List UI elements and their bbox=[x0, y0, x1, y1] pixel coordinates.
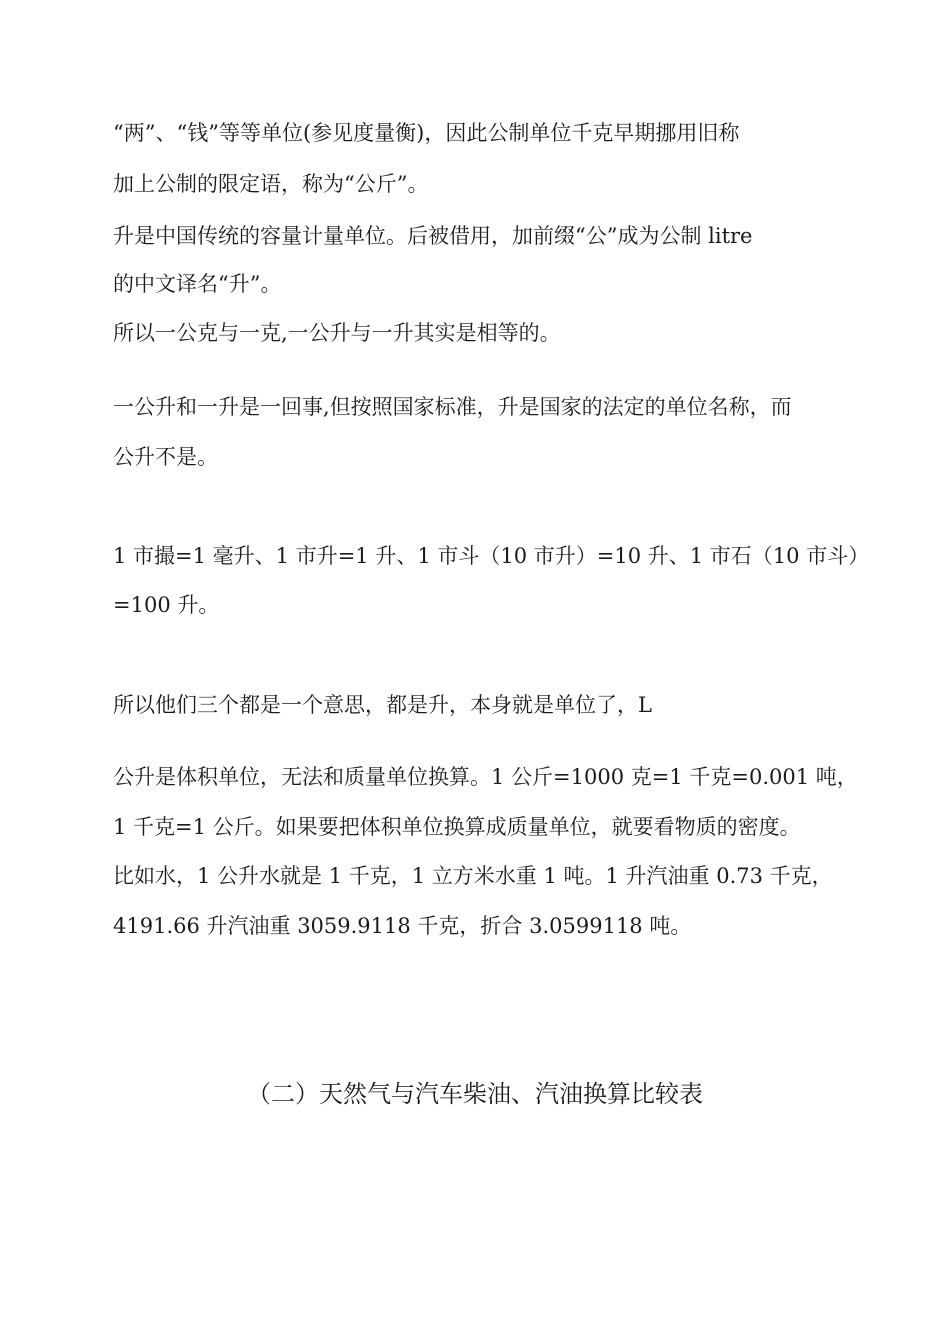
paragraph-7-line-4: 4191.66 升汽油重 3059.9118 千克，折合 3.0599118 吨。 bbox=[113, 914, 692, 938]
paragraph-2-line-1: 升是中国传统的容量计量单位。后被借用，加前缀“公”成为公制 litre bbox=[113, 224, 753, 248]
paragraph-5-line-1: 1 市撮=1 毫升、1 市升=1 升、1 市斗（10 市升）=10 升、1 市石（10 市斗） bbox=[113, 544, 870, 568]
paragraph-6-line-1: 所以他们三个都是一个意思，都是升，本身就是单位了，L bbox=[113, 693, 652, 717]
paragraph-7-line-2: 1 千克=1 公斤。如果要把体积单位换算成质量单位，就要看物质的密度。 bbox=[113, 815, 801, 839]
paragraph-7-line-3: 比如水，1 公升水就是 1 千克，1 立方米水重 1 吨。1 升汽油重 0.73 千克， bbox=[113, 864, 833, 888]
paragraph-4-line-2: 公升不是。 bbox=[113, 445, 218, 469]
paragraph-3-line-1: 所以一公克与一克,一公升与一升其实是相等的。 bbox=[113, 321, 561, 345]
paragraph-1-line-1: “两”、“钱”等等单位(参见度量衡)，因此公制单位千克早期挪用旧称 bbox=[113, 121, 740, 145]
paragraph-2-line-2: 的中文译名“升”。 bbox=[113, 272, 282, 296]
paragraph-7-line-1: 公升是体积单位，无法和质量单位换算。1 公斤=1000 克=1 千克=0.001 吨， bbox=[113, 765, 858, 789]
paragraph-1-line-2: 加上公制的限定语，称为“公斤”。 bbox=[113, 172, 429, 196]
section-heading: （二）天然气与汽车柴油、汽油换算比较表 bbox=[247, 1080, 703, 1108]
paragraph-5-line-2: =100 升。 bbox=[113, 593, 220, 617]
paragraph-4-line-1: 一公升和一升是一回事,但按照国家标准，升是国家的法定的单位名称，而 bbox=[113, 395, 792, 419]
